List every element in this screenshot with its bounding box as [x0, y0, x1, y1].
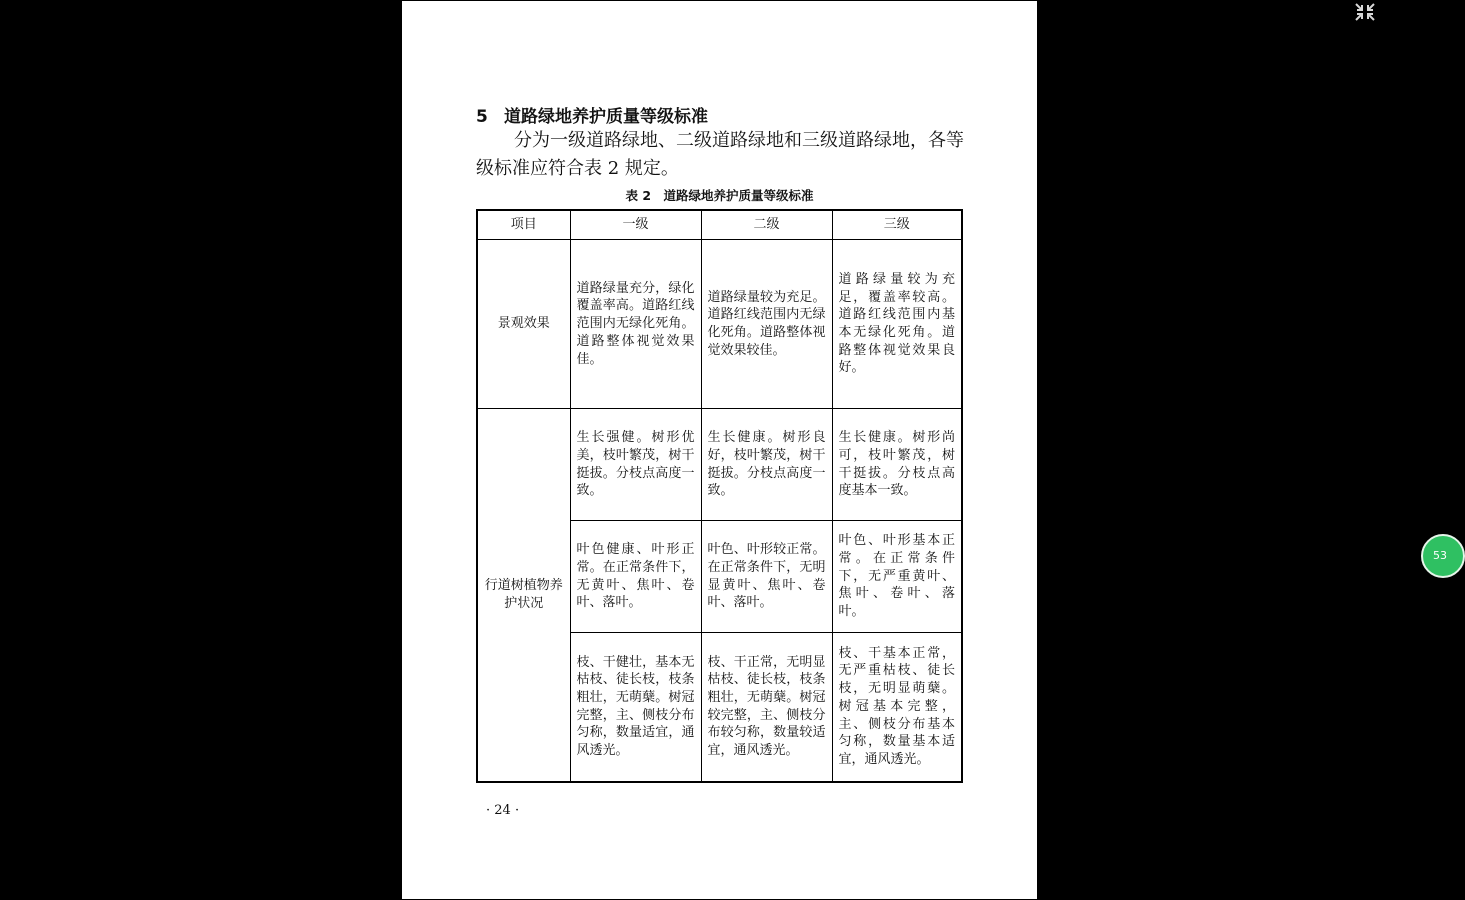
table-header-row — [477, 210, 962, 240]
table-cell: 叶色、叶形基本正常。在正常条件下，无严重黄叶、焦叶、卷叶、落叶。 — [832, 521, 962, 633]
intro-paragraph — [476, 127, 966, 183]
table-cell: 叶色、叶形较正常。在正常条件下，无明显黄叶、焦叶、卷叶、落叶。 — [701, 521, 832, 633]
table-cell: 生长强健。树形优美，枝叶繁茂，树干挺拔。分枝点高度一致。 — [570, 409, 701, 521]
exit-fullscreen-icon[interactable] — [1354, 2, 1376, 22]
intro-paragraph-text: 分为一级道路绿地、二级道路绿地和三级道路绿地，各等级标准应符合表 2 规定。 — [476, 130, 964, 179]
table-cell: 枝、干基本正常，无严重枯枝、徒长枝，无明显萌蘖。树冠基本完整，主、侧枝分布基本匀称，数量基本适宜，通风透光。 — [832, 633, 962, 782]
header-item: 项目 — [477, 210, 570, 240]
section-title: 道路绿地养护质量等级标准 — [504, 107, 708, 127]
row-item-label — [477, 409, 570, 782]
section-heading — [476, 102, 708, 127]
table-row — [477, 240, 962, 409]
table-cell: 道路绿量充分，绿化覆盖率高。道路红线范围内无绿化死角。道路整体视觉效果佳。 — [570, 240, 701, 409]
table-row — [477, 409, 962, 521]
page-number: · 24 · — [486, 803, 520, 818]
table-cell: 道路绿量较为充足，覆盖率较高。道路红线范围内基本无绿化死角。道路整体视觉效果良好。 — [832, 240, 962, 409]
table-cell: 道路绿量较为充足。道路红线范围内无绿化死角。道路整体视觉效果较佳。 — [701, 240, 832, 409]
header-level-1: 一级 — [570, 210, 701, 240]
table-cell: 生长健康。树形良好，枝叶繁茂，树干挺拔。分枝点高度一致。 — [701, 409, 832, 521]
row-item-label-text: 行道树植物养护状况 — [484, 578, 563, 611]
table-caption: 表 2 道路绿地养护质量等级标准 — [625, 188, 814, 203]
table-cell: 枝、干正常，无明显枯枝、徒长枝，枝条粗壮，无萌蘖。树冠较完整，主、侧枝分布较匀称，数量较适宜，通风透光。 — [701, 633, 832, 782]
table-cell: 叶色健康、叶形正常。在正常条件下，无黄叶、焦叶、卷叶、落叶。 — [570, 521, 701, 633]
section-number: 5 — [476, 107, 488, 127]
table-cell: 生长健康。树形尚可，枝叶繁茂，树干挺拔。分枝点高度基本一致。 — [832, 409, 962, 521]
document-page — [402, 1, 1037, 899]
table-cell: 枝、干健壮，基本无枯枝、徒长枝，枝条粗壮，无萌蘖。树冠完整，主、侧枝分布匀称，数量适宜，通风透光。 — [570, 633, 701, 782]
header-level-3: 三级 — [832, 210, 962, 240]
row-item-label: 景观效果 — [477, 240, 570, 409]
page-indicator-badge[interactable]: 53 — [1421, 534, 1465, 578]
standards-table — [476, 209, 963, 783]
header-level-2: 二级 — [701, 210, 832, 240]
